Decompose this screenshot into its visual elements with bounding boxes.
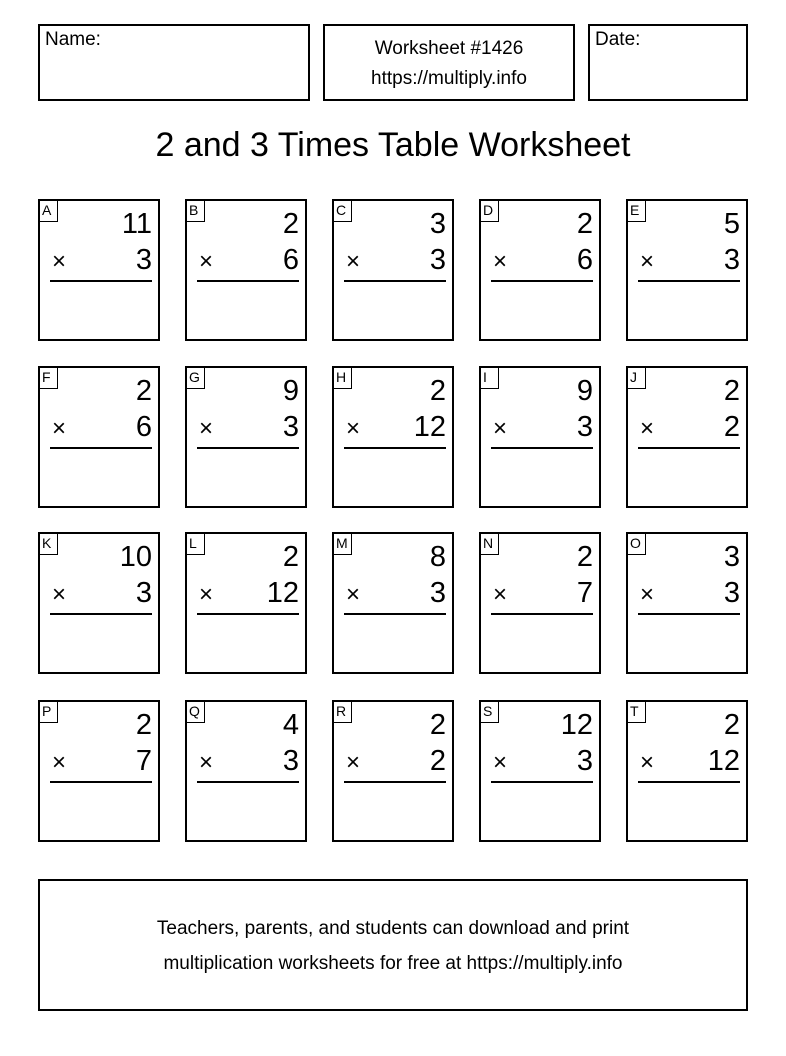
times-sign: × bbox=[52, 749, 67, 776]
answer-line bbox=[50, 447, 152, 449]
problem-letter: B bbox=[185, 199, 205, 222]
multiplicand: 5 bbox=[723, 208, 740, 240]
problem-card[interactable] bbox=[479, 700, 601, 842]
times-sign: × bbox=[52, 581, 67, 608]
times-sign: × bbox=[493, 581, 508, 608]
problem-letter: L bbox=[185, 532, 205, 555]
answer-line bbox=[491, 447, 593, 449]
problem-letter: Q bbox=[185, 700, 205, 723]
times-sign: × bbox=[199, 248, 214, 275]
multiplier: 6 bbox=[576, 244, 593, 276]
multiplicand: 2 bbox=[723, 375, 740, 407]
problem-letter: K bbox=[38, 532, 58, 555]
problem-card[interactable] bbox=[626, 700, 748, 842]
multiplicand: 2 bbox=[576, 208, 593, 240]
multiplier: 3 bbox=[282, 411, 299, 443]
times-sign: × bbox=[493, 749, 508, 776]
problem-letter: C bbox=[332, 199, 352, 222]
times-sign: × bbox=[346, 415, 361, 442]
problem-card[interactable] bbox=[38, 366, 160, 508]
multiplier: 3 bbox=[723, 244, 740, 276]
multiplier: 3 bbox=[576, 745, 593, 777]
multiplicand: 2 bbox=[429, 709, 446, 741]
answer-line bbox=[344, 280, 446, 282]
answer-line bbox=[344, 613, 446, 615]
times-sign: × bbox=[640, 581, 655, 608]
problem-card[interactable] bbox=[479, 532, 601, 674]
answer-line bbox=[50, 613, 152, 615]
date-field-box[interactable] bbox=[588, 24, 748, 101]
times-sign: × bbox=[346, 581, 361, 608]
problem-letter: H bbox=[332, 366, 352, 389]
multiplier: 7 bbox=[135, 745, 152, 777]
problem-card[interactable] bbox=[626, 532, 748, 674]
name-field-box[interactable] bbox=[38, 24, 310, 101]
problem-card[interactable] bbox=[185, 199, 307, 341]
multiplicand: 10 bbox=[119, 541, 152, 573]
problem-letter: A bbox=[38, 199, 58, 222]
multiplicand: 8 bbox=[429, 541, 446, 573]
page-title: 2 and 3 Times Table Worksheet bbox=[155, 126, 631, 164]
problem-card[interactable] bbox=[332, 700, 454, 842]
times-sign: × bbox=[640, 415, 655, 442]
times-sign: × bbox=[52, 248, 67, 275]
multiplier: 3 bbox=[135, 244, 152, 276]
problem-card[interactable] bbox=[38, 532, 160, 674]
multiplicand: 3 bbox=[723, 541, 740, 573]
multiplicand: 3 bbox=[429, 208, 446, 240]
worksheet-info-box bbox=[323, 24, 575, 101]
problem-letter: O bbox=[626, 532, 646, 555]
multiplier: 3 bbox=[429, 577, 446, 609]
multiplicand: 2 bbox=[429, 375, 446, 407]
problem-letter: F bbox=[38, 366, 58, 389]
answer-line bbox=[197, 613, 299, 615]
problem-letter: T bbox=[626, 700, 646, 723]
multiplier: 12 bbox=[266, 577, 299, 609]
multiplicand: 2 bbox=[282, 541, 299, 573]
problem-card[interactable] bbox=[626, 366, 748, 508]
problem-letter: M bbox=[332, 532, 352, 555]
multiplier: 3 bbox=[282, 745, 299, 777]
multiplier: 2 bbox=[429, 745, 446, 777]
answer-line bbox=[638, 280, 740, 282]
times-sign: × bbox=[640, 749, 655, 776]
problem-card[interactable] bbox=[332, 366, 454, 508]
answer-line bbox=[491, 781, 593, 783]
footer-box bbox=[38, 879, 748, 1011]
problem-card[interactable] bbox=[332, 199, 454, 341]
times-sign: × bbox=[199, 581, 214, 608]
multiplier: 12 bbox=[707, 745, 740, 777]
answer-line bbox=[344, 781, 446, 783]
answer-line bbox=[197, 447, 299, 449]
problem-letter: P bbox=[38, 700, 58, 723]
times-sign: × bbox=[346, 749, 361, 776]
times-sign: × bbox=[52, 415, 67, 442]
multiplier: 7 bbox=[576, 577, 593, 609]
answer-line bbox=[50, 280, 152, 282]
answer-line bbox=[638, 613, 740, 615]
multiplicand: 2 bbox=[576, 541, 593, 573]
problem-letter: N bbox=[479, 532, 499, 555]
times-sign: × bbox=[199, 415, 214, 442]
problem-letter: G bbox=[185, 366, 205, 389]
problem-letter: I bbox=[479, 366, 499, 389]
multiplier: 6 bbox=[135, 411, 152, 443]
times-sign: × bbox=[199, 749, 214, 776]
name-label: Name: bbox=[45, 29, 101, 50]
worksheet-number: Worksheet #1426 bbox=[374, 38, 524, 59]
answer-line bbox=[638, 781, 740, 783]
date-label: Date: bbox=[595, 29, 641, 50]
problem-card[interactable] bbox=[332, 532, 454, 674]
problem-card[interactable] bbox=[479, 366, 601, 508]
problem-letter: S bbox=[479, 700, 499, 723]
multiplicand: 11 bbox=[121, 208, 152, 240]
multiplier: 3 bbox=[135, 577, 152, 609]
multiplier: 12 bbox=[413, 411, 446, 443]
multiplier: 6 bbox=[282, 244, 299, 276]
multiplier: 3 bbox=[576, 411, 593, 443]
multiplicand: 4 bbox=[282, 709, 299, 741]
worksheet-url: https://multiply.info bbox=[371, 68, 527, 89]
multiplier: 3 bbox=[429, 244, 446, 276]
times-sign: × bbox=[493, 248, 508, 275]
multiplier: 3 bbox=[723, 577, 740, 609]
multiplicand: 9 bbox=[576, 375, 593, 407]
multiplicand: 2 bbox=[135, 709, 152, 741]
answer-line bbox=[491, 280, 593, 282]
multiplicand: 2 bbox=[282, 208, 299, 240]
answer-line bbox=[344, 447, 446, 449]
problem-card[interactable] bbox=[38, 199, 160, 341]
times-sign: × bbox=[640, 248, 655, 275]
problem-letter: D bbox=[479, 199, 499, 222]
answer-line bbox=[50, 781, 152, 783]
problem-card[interactable] bbox=[185, 700, 307, 842]
problem-letter: J bbox=[626, 366, 646, 389]
multiplicand: 2 bbox=[135, 375, 152, 407]
problem-letter: R bbox=[332, 700, 352, 723]
footer-line-1: Teachers, parents, and students can download and print bbox=[156, 918, 630, 939]
problem-card[interactable] bbox=[38, 700, 160, 842]
answer-line bbox=[197, 280, 299, 282]
answer-line bbox=[491, 613, 593, 615]
problem-card[interactable] bbox=[185, 532, 307, 674]
multiplicand: 2 bbox=[723, 709, 740, 741]
multiplier: 2 bbox=[723, 411, 740, 443]
problem-letter: E bbox=[626, 199, 646, 222]
multiplicand: 9 bbox=[282, 375, 299, 407]
times-sign: × bbox=[493, 415, 508, 442]
problem-card[interactable] bbox=[185, 366, 307, 508]
footer-line-2: multiplication worksheets for free at https://multiply.info bbox=[163, 953, 623, 974]
times-sign: × bbox=[346, 248, 361, 275]
problem-card[interactable] bbox=[479, 199, 601, 341]
problem-card[interactable] bbox=[626, 199, 748, 341]
answer-line bbox=[638, 447, 740, 449]
multiplicand: 12 bbox=[560, 709, 593, 741]
answer-line bbox=[197, 781, 299, 783]
